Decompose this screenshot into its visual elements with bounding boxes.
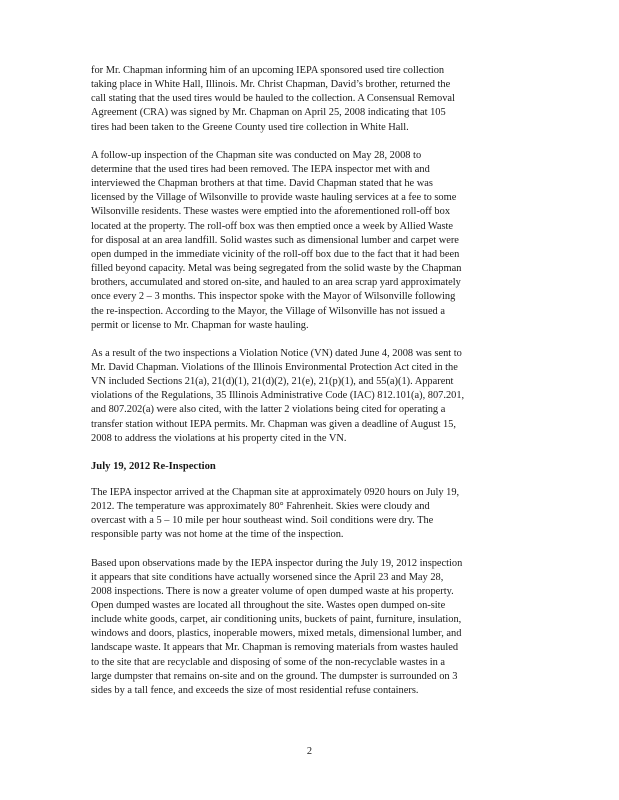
paragraph-line: to the site that are recyclable and disposing of some of the non-recyclable wastes in a: [91, 656, 446, 668]
paragraph-line: Agreement (CRA) was signed by Mr. Chapman on April 25, 2008 indicating that 105: [91, 107, 446, 119]
paragraph-line: and 807.202(a) were also cited, with the latter 2 violations being cited for operating a: [91, 404, 446, 416]
paragraph-p5: [91, 557, 531, 699]
paragraph-line: it appears that site conditions have actually worsened since the April 23 and May 28,: [91, 571, 444, 583]
paragraph-p1: [91, 64, 531, 135]
paragraph-line: Based upon observations made by the IEPA inspector during the July 19, 2012 inspection: [91, 557, 463, 569]
paragraph-line: Wilsonville residents. These wastes were emptied into the aforementioned roll-off box: [91, 206, 451, 218]
paragraph-group-after-heading: [91, 486, 531, 698]
paragraph-group-before-heading: [91, 64, 531, 446]
paragraph-line: Mr. David Chapman. Violations of the Illinois Environmental Protection Act cited in the: [91, 361, 458, 373]
paragraph-line: transfer station without IEPA permits. Mr. Chapman was given a deadline of August 15,: [91, 418, 456, 430]
paragraph-line: taking place in White Hall, Illinois. Mr. Christ Chapman, David’s brother, returned the: [91, 79, 451, 91]
paragraph-line: the re-inspection. According to the Mayor, the Village of Wilsonville has not issued a: [91, 305, 445, 317]
paragraph-line: brothers, accumulated and stored on-site, and hauled to an area scrap yard approximately: [91, 277, 461, 289]
paragraph-p2: [91, 149, 531, 333]
paragraph-line: include white goods, carpet, air conditioning units, buckets of paint, furniture, insulation,: [91, 614, 462, 626]
paragraph-line: call stating that the used tires would be hauled to the collection. A Consensual Removal: [91, 93, 455, 105]
paragraph-line: for disposal at an area landfill. Solid wastes such as dimensional lumber and carpet were: [91, 234, 459, 246]
paragraph-line: overcast with a 5 – 10 mile per hour southeast wind. Soil conditions were dry. The: [91, 515, 434, 527]
paragraph-line: permit or license to Mr. Chapman for waste hauling.: [91, 319, 309, 331]
paragraph-line: large dumpster that remains on-site and on the ground. The dumpster is surrounded on 3: [91, 670, 458, 682]
paragraph-line: VN included Sections 21(a), 21(d)(1), 21(d)(2), 21(e), 21(p)(1), and 55(a)(1). Apparent: [91, 376, 454, 388]
paragraph-line: located at the property. The roll-off box was then emptied once a week by Allied Waste: [91, 220, 454, 232]
paragraph-line: licensed by the Village of Wilsonville to provide waste hauling services at a fee to some: [91, 192, 457, 204]
paragraph-line: 2012. The temperature was approximately 80° Fahrenheit. Skies were cloudy and: [91, 501, 430, 513]
page-body: [91, 64, 531, 712]
paragraph-line: open dumped in the immediate vicinity of the roll-off box due to the fact that it had been: [91, 248, 460, 260]
paragraph-line: 2008 to address the violations at his property cited in the VN.: [91, 432, 347, 444]
paragraph-p3: [91, 347, 531, 446]
paragraph-line: once every 2 – 3 months. This inspector spoke with the Mayor of Wilsonville following: [91, 291, 456, 303]
paragraph-p4: [91, 486, 531, 543]
paragraph-line: A follow-up inspection of the Chapman site was conducted on May 28, 2008 to: [91, 149, 422, 161]
paragraph-line: tires had been taken to the Greene County used tire collection in White Hall.: [91, 121, 409, 133]
paragraph-line: windows and doors, plastics, inoperable mowers, mixed metals, dimensional lumber, and: [91, 628, 462, 640]
paragraph-line: As a result of the two inspections a Violation Notice (VN) dated June 4, 2008 was sent to: [91, 347, 462, 359]
paragraph-line: sides by a tall fence, and exceeds the size of most residential refuse containers.: [91, 684, 419, 696]
paragraph-line: 2008 inspections. There is now a greater volume of open dumped waste at his property.: [91, 585, 454, 597]
paragraph-line: The IEPA inspector arrived at the Chapman site at approximately 0920 hours on July 19,: [91, 486, 460, 498]
section-heading: July 19, 2012 Re-Inspection: [91, 460, 216, 472]
paragraph-line: filled beyond capacity. Metal was being segregated from the solid waste by the Chapman: [91, 263, 462, 275]
paragraph-line: determine that the used tires had been removed. The IEPA inspector met with and: [91, 163, 430, 175]
paragraph-line: landscape waste. It appears that Mr. Chapman is removing materials from wastes hauled: [91, 642, 459, 654]
paragraph-line: violations of the Regulations, 35 Illinois Administrative Code (IAC) 812.101(a), 807.201,: [91, 390, 465, 402]
page-number: 2: [306, 746, 313, 757]
paragraph-line: interviewed the Chapman brothers at that time. David Chapman stated that he was: [91, 178, 433, 190]
paragraph-line: responsible party was not home at the time of the inspection.: [91, 529, 344, 541]
paragraph-line: Open dumped wastes are located all throughout the site. Wastes open dumped on-site: [91, 600, 446, 611]
paragraph-line: for Mr. Chapman informing him of an upcoming IEPA sponsored used tire collection: [91, 65, 445, 76]
